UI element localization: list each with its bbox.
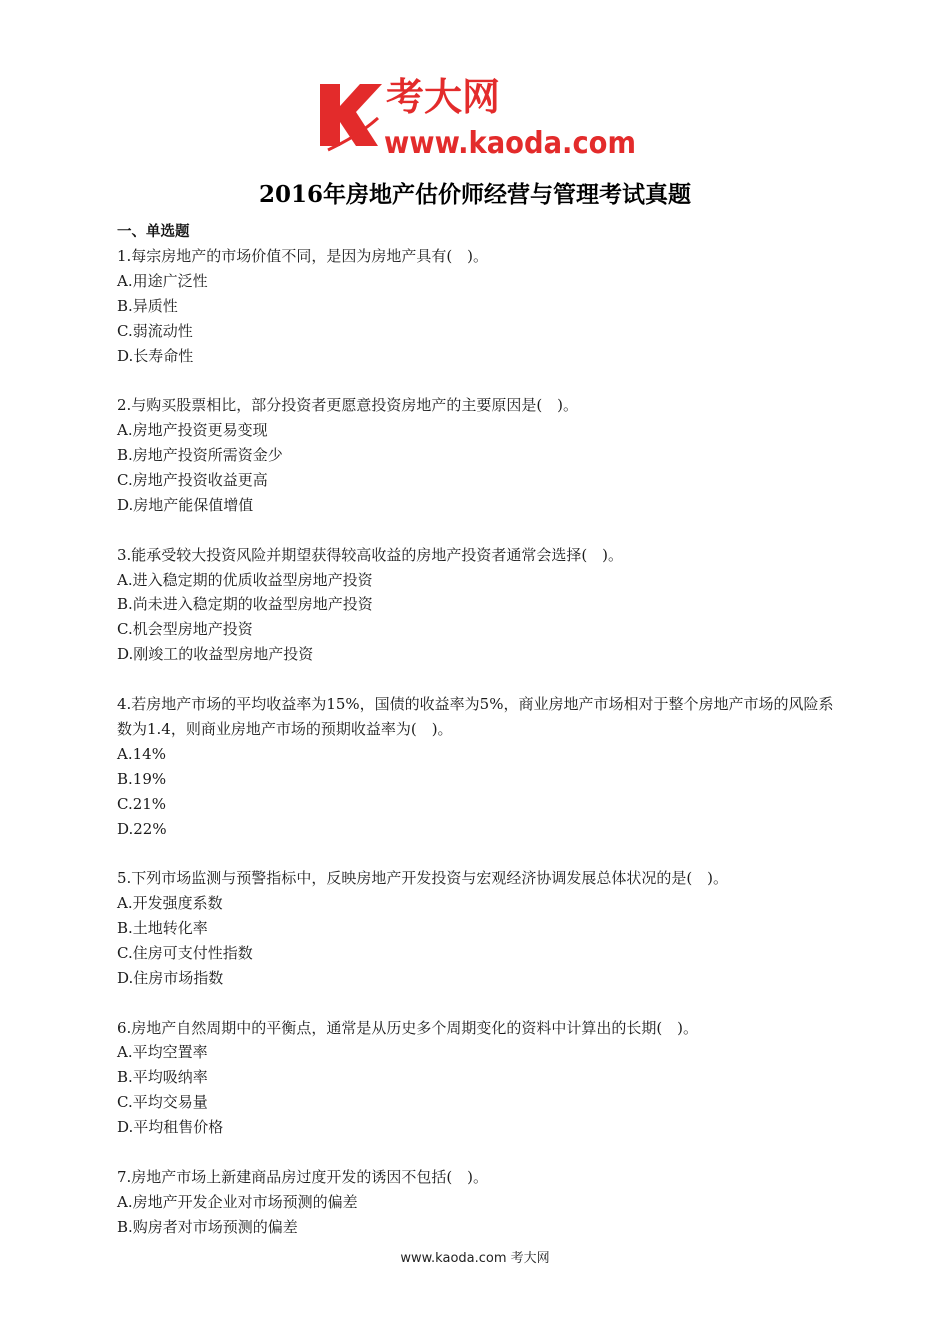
document-body bbox=[117, 219, 835, 1264]
answer-option: B.土地转化率 bbox=[117, 919, 208, 938]
question-stem: 4.若房地产市场的平均收益率为15%，国债的收益率为5%，商业房地产市场相对于整个房地产市场的风险系数为1.4，则商业房地产市场的预期收益率为( )。 bbox=[117, 694, 834, 738]
document-title: 2016年房地产估价师经营与管理考试真题 bbox=[258, 181, 691, 208]
answer-option: C.平均交易量 bbox=[117, 1093, 208, 1112]
question-item bbox=[117, 866, 835, 991]
question-item bbox=[117, 244, 835, 369]
question-list bbox=[117, 244, 835, 1240]
answer-option: B.异质性 bbox=[117, 296, 178, 315]
question-item bbox=[117, 692, 835, 841]
answer-option: C.机会型房地产投资 bbox=[117, 620, 253, 639]
kaoda-logo bbox=[318, 76, 638, 158]
question-stem: 5.下列市场监测与预警指标中，反映房地产开发投资与宏观经济协调发展总体状况的是( )。 bbox=[117, 869, 729, 888]
answer-option: A.房地产投资更易变现 bbox=[117, 421, 268, 440]
answer-option: A.进入稳定期的优质收益型房地产投资 bbox=[117, 570, 373, 589]
logo-url-text: www.kaoda.com bbox=[384, 126, 636, 158]
answer-option: B.购房者对市场预测的偏差 bbox=[117, 1217, 298, 1236]
answer-option: B.19% bbox=[117, 769, 167, 788]
section-heading: 一、单选题 bbox=[117, 223, 190, 240]
answer-option: B.平均吸纳率 bbox=[117, 1068, 208, 1087]
kaoda-logo-graphic bbox=[318, 76, 638, 158]
question-item bbox=[117, 393, 835, 518]
answer-option: D.平均租售价格 bbox=[117, 1118, 224, 1137]
answer-option: A.平均空置率 bbox=[117, 1043, 208, 1062]
answer-option: D.22% bbox=[117, 819, 167, 838]
answer-option: D.长寿命性 bbox=[117, 346, 194, 365]
question-stem: 3.能承受较大投资风险并期望获得较高收益的房地产投资者通常会选择( )。 bbox=[117, 545, 624, 564]
answer-option: C.21% bbox=[117, 794, 167, 813]
answer-option: A.开发强度系数 bbox=[117, 894, 223, 913]
answer-option: A.14% bbox=[117, 744, 166, 763]
question-item bbox=[117, 1165, 835, 1240]
question-stem: 7.房地产市场上新建商品房过度开发的诱因不包括( )。 bbox=[117, 1167, 489, 1186]
answer-option: C.住房可支付性指数 bbox=[117, 943, 253, 962]
answer-option: D.刚竣工的收益型房地产投资 bbox=[117, 645, 314, 664]
question-item bbox=[117, 1016, 835, 1141]
answer-option: D.房地产能保值增值 bbox=[117, 495, 254, 514]
question-stem: 2.与购买股票相比，部分投资者更愿意投资房地产的主要原因是( )。 bbox=[117, 396, 579, 415]
logo-cn-text: 考大网 bbox=[386, 76, 501, 119]
question-stem: 1.每宗房地产的市场价值不同，是因为房地产具有( )。 bbox=[117, 247, 489, 265]
question-item bbox=[117, 543, 835, 668]
question-stem: 6.房地产自然周期中的平衡点，通常是从历史多个周期变化的资料中计算出的长期( )。 bbox=[117, 1018, 699, 1037]
answer-option: A.房地产开发企业对市场预测的偏差 bbox=[117, 1192, 358, 1211]
answer-option: D.住房市场指数 bbox=[117, 968, 224, 987]
answer-option: A.用途广泛性 bbox=[117, 271, 208, 290]
answer-option: C.弱流动性 bbox=[117, 321, 193, 340]
answer-option: B.房地产投资所需资金少 bbox=[117, 446, 283, 465]
answer-option: C.房地产投资收益更高 bbox=[117, 471, 268, 490]
page-footer: www.kaoda.com 考大网 bbox=[400, 1251, 550, 1266]
answer-option: B.尚未进入稳定期的收益型房地产投资 bbox=[117, 595, 373, 614]
